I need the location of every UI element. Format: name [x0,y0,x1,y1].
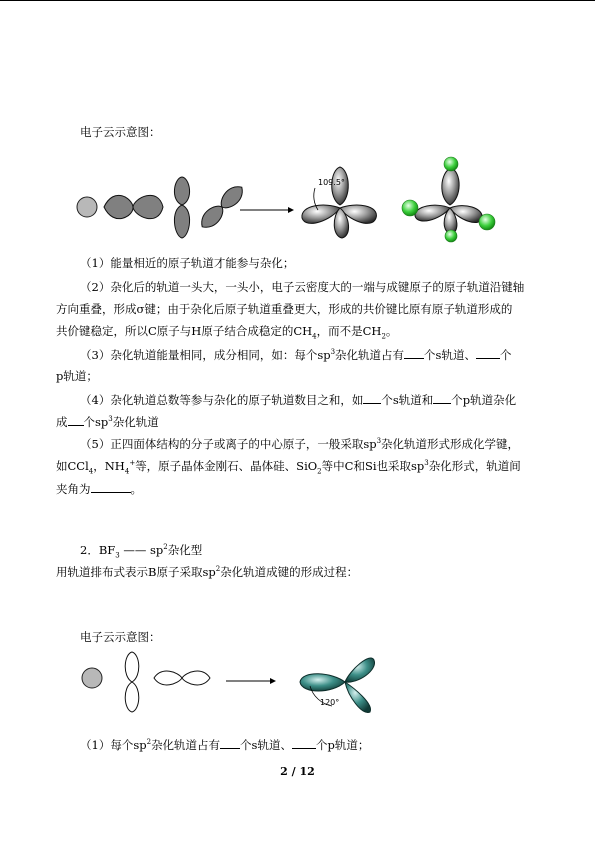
blank-field[interactable] [68,414,84,426]
paragraph-1: （1）能量相近的原子轨道才能参与杂化； [80,256,295,270]
fig-caption-2: 电子云示意图： [80,630,161,644]
angle-label-109: 109.5° [318,178,345,187]
blank-field[interactable] [404,347,424,359]
page-number: 2 / 12 [280,765,315,778]
fig-caption-1: 电子云示意图： [80,125,161,139]
blank-field[interactable] [363,392,381,404]
paragraph-3-line-1: （3）杂化轨道能量相同，成分相同，如：每个$sp^3$杂化轨道占有 个s轨道、 个 [80,348,512,362]
paragraph-3-line-2: p轨道； [56,369,98,383]
blank-field[interactable] [91,481,131,493]
blank-field[interactable] [476,347,500,359]
paragraph-4-line-2: 成 个$sp^3$杂化轨道 [56,415,159,429]
paragraph-2-line-3: 共价键稳定，所以C原子与H原子结合成稳定的$CH_4$，而不是$CH_2$。 [56,324,398,341]
paragraph-5-line-1: （5）正四面体结构的分子或离子的中心原子，一般采取$sp^3$杂化轨道形式形成化学键， [80,437,520,451]
sp2-orbital-diagram [70,648,410,718]
blank-field[interactable] [292,737,316,749]
paragraph-5-line-2: 如CCl$_4$，$NH_4^+$等，原子晶体金刚石、晶体硅、SiO$_2$等中C和Si也采取$sp^3$杂化形式，轨道间 [56,459,521,476]
paragraph-2-line-2: 方向重叠，形成σ键；由于杂化后原子轨道重叠更大，形成的共价键比原有原子轨道形成的 [56,302,513,316]
sp3-orbital-diagram [70,150,540,250]
blank-field[interactable] [220,737,240,749]
section-2-intro: 用轨道排布式表示B原子采取$sp^2$杂化轨道成键的形成过程： [56,565,359,579]
paragraph-5-line-3: 夹角为 。 [56,482,142,496]
header-rule [0,0,595,1]
angle-label-120: 120° [320,698,340,707]
s-orbital-circle [77,197,97,217]
paragraph-2-line-1: （2）杂化后的轨道一头大，一头小，电子云密度大的一端与成键原子的原子轨道沿键轴 [80,280,525,294]
section-2-question-1: （1）每个$sp^2$杂化轨道占有 个s轨道、 个p轨道； [80,738,370,752]
section-2-heading: 2．$BF_3$ —— $sp^2$杂化型 [80,543,203,560]
blank-field[interactable] [433,392,451,404]
paragraph-4-line-1: （4）杂化轨道总数等参与杂化的原子轨道数目之和，如 个s轨道和 个p轨道杂化 [80,393,517,407]
s-orbital-circle [82,668,102,688]
methane-molecule-icon [402,157,495,242]
